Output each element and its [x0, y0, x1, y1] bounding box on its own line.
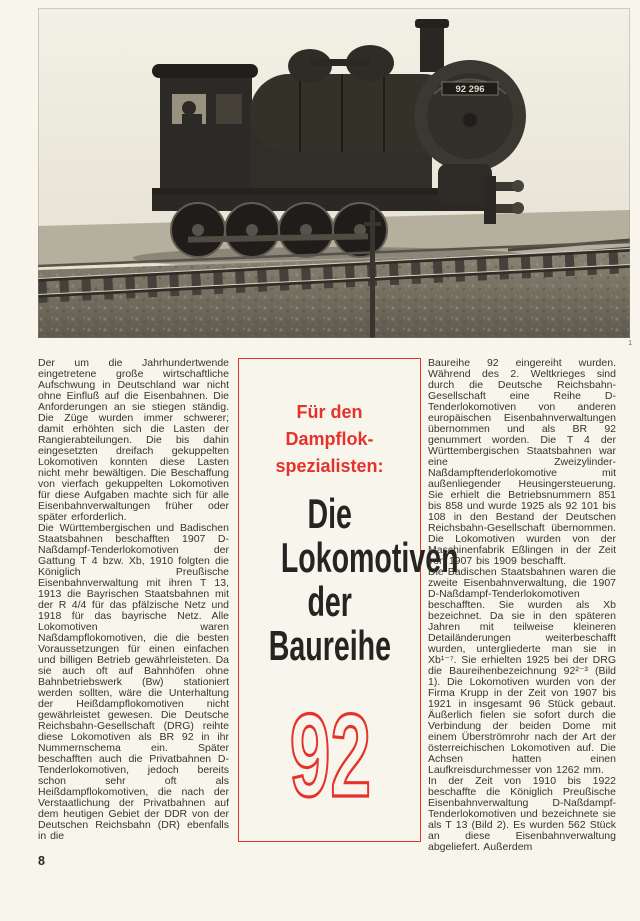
crew-member [182, 101, 196, 115]
series-number-text: 92 [289, 704, 372, 804]
figure-number: 1 [628, 340, 632, 347]
body-paragraph: Die Badischen Staatsbahnen waren die zweite Eisenbahnverwaltung, die 1907 D-Naßdampf-Tenderlokomotiven beschafften. Sie wurden als Xb bezeichnet. Da sie in den späteren Jahren mit teilweise kleineren Detailänderungen weiterbeschafft wurden, untergliederte man sie in Xb¹⁻⁷. Sie erhielten 1925 bei der DRG die Baureihenbezeichnung 92²⁻³ (Bild 1). Die Lokomotiven wurden von der Firma Krupp in der Zeit von 1907 bis 1921 in insgesamt 96 Stück gebaut. Äußerlich fielen sie sofort durch die Verbindung der beiden Dome mit einem Überströmrohr nach der Art der österreichischen Lokomotiven auf. Die Achsen hatten einen Laufkreisdurchmesser von 1262 mm. [428, 566, 616, 776]
title-line: Lokomotiven [280, 534, 459, 581]
article-title [239, 490, 459, 669]
page-number: 8 [38, 854, 45, 868]
title-line: der [307, 578, 352, 625]
body-paragraph: Baureihe 92 eingereiht wurden. Während des 2. Weltkrieges sind durch die Deutsche Reichsbahn-Gesellschaft eine Reihe D-Tenderlokomotiven von anderen europäischen Eisenbahnverwaltungen übernommen und als BR 92 genummert worden. Die T 4 der Württembergischen Staatsbahnen war eine Zweizylinder-Naßdampftenderlokomotive mit außenliegender Heusingersteuerung. Sie erhielt die Betriebsnummern 851 bis 858 und wurde 1925 als 92 101 bis 108 in den Bestand der Deutschen Reichsbahn-Gesellschaft übernommen. Die Lokomotiven wurden von der Maschinenfabrik Eßlingen in der Zeit von 1907 bis 1909 beschafft. [428, 357, 616, 567]
body-paragraph: Die Württembergischen und Badischen Staatsbahnen beschafften 1907 D-Naßdampf-Tenderlokomotiven der Gattung T 4 bzw. Xb, 1910 folgten die Königlich Preußische Eisenbahnverwaltung mit ihren T 13, 1913 die Bayrischen Staatsbahnen mit der R 4/4 für das pfälzische Netz und 1918 für das bayrische Netz. Alle Lokomotiven waren Naßdampflokomotiven, die die besten Voraussetzungen für einen einfachen und billigen Betrieb gewährleisteten. Da sie auch oft auf Bahnhöfen ohne Bahnbetriebswerk (Bw) stationiert werden sollten, wäre die Unterhaltung der Heißdampflokomotiven nicht gewährleistet gewesen. Die Deutsche Reichsbahn-Gesellschaft (DRG) reihte diese Lokomotiven als BR 92 in ihr Nummernschema ein. Später beschafften auch die Privatbahnen D-Tenderlokomotiven, jedoch bereits schon sehr oft als Heißdampflokomotiven, die nach der Verstaatlichung der Privatbahnen auf dem heutigen Gebiet der DDR von der Deutschen Reichsbahn (DR) ebenfalls in die [38, 522, 229, 842]
kicker-line: Dampflok- [285, 429, 374, 449]
locomotive-photo [38, 8, 630, 338]
title-line: Baureihe [268, 622, 391, 669]
title-box [238, 358, 459, 842]
locomotive-illustration [38, 8, 630, 338]
right-text-column [428, 358, 616, 853]
signal-post [370, 210, 375, 338]
chimney [420, 22, 444, 72]
kicker-line: Für den [296, 402, 363, 422]
body-paragraph: In der Zeit von 1910 bis 1922 beschaffte die Königlich Preußische Eisenbahnverwaltung D-Naßdampf-Tenderlokomotiven und bezeichnete sie als T 13 (Bild 2). Es wurden 562 Stück an diese Eisenbahnverwaltung abgeliefert. Außerdem [428, 775, 616, 853]
kicker-line: spezialisten: [275, 456, 384, 476]
title-line: Die [307, 490, 352, 537]
loco-number-text: 92 296 [455, 84, 485, 95]
kicker [239, 399, 420, 480]
series-number [239, 704, 420, 804]
left-text-column [38, 358, 229, 842]
body-paragraph: Der um die Jahrhundertwende eingetretene große wirtschaftliche Aufschwung in Deutschland war nicht ohne Einfluß auf die Eisenbahnen. Die Anforderungen an sie stiegen ständig. Die Züge wurden immer schwerer; damit erhöhten sich die Lasten der Rangierabteilungen. Die bis dahin eingesetzten dreifach gekuppelten Lokomotiven konnten diese Lasten nicht mehr bewältigen. Die Beschaffung von vierfach gekuppelten Lokomotiven für diese Aufgaben machte sich für alle Eisenbahnverwaltungen früher oder später erforderlich. [38, 357, 229, 523]
